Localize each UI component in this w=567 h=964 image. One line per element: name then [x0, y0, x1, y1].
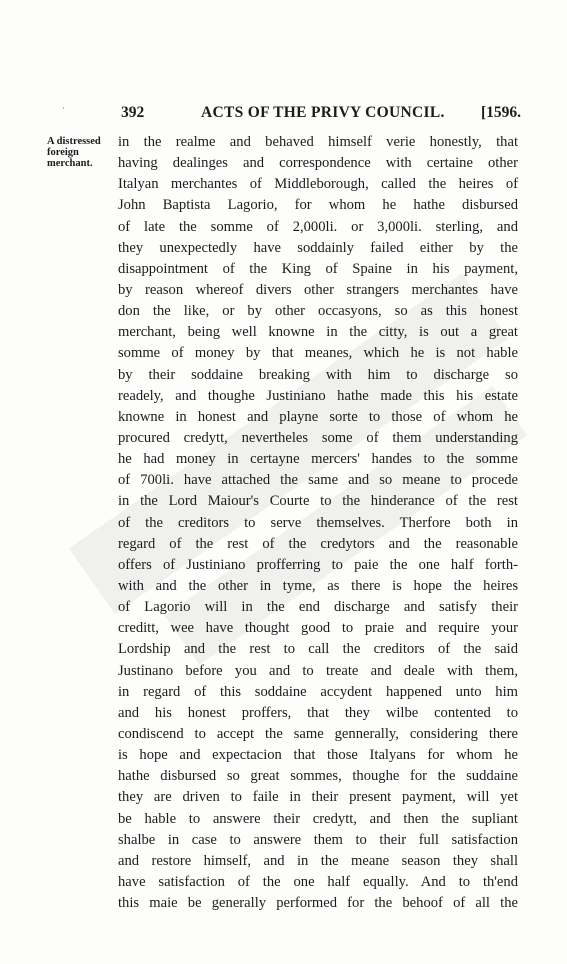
- text-line: they unexpectedly have soddainly failed either by the: [118, 239, 518, 256]
- text-line: of late the somme of 2,000li. or 3,000li. sterling, and: [118, 218, 518, 235]
- text-line: hathe disbursed so great sommes, thoughe for the suddaine: [118, 768, 518, 785]
- text-line: with and the other in tyme, as there is hope the heires: [118, 577, 518, 594]
- margin-mark: ·: [62, 103, 65, 113]
- text-line: of 700li. have attached the same and so meane to procede: [118, 472, 518, 489]
- page-number: 392: [121, 104, 145, 121]
- text-line: they are driven to faile in their present payment, will yet: [118, 789, 518, 806]
- text-line: and restore himself, and in the meane season they shall: [118, 852, 518, 869]
- text-line: and his honest proffers, that they wilbe contented to: [118, 704, 518, 721]
- text-line: disappointment of the King of Spaine in his payment,: [118, 260, 518, 277]
- text-line: in the realme and behaved himself verie honestly, that: [118, 134, 518, 150]
- running-year: [1596.: [480, 104, 521, 121]
- text-line: readely, and thoughe Justiniano hathe made this his estate: [118, 387, 518, 404]
- text-line: merchant, being well knowne in the citty, is out a great: [118, 324, 518, 341]
- text-line: don the like, or by other occasyons, so as this honest: [118, 303, 518, 320]
- text-line: in the Lord Maiour's Courte to the hinderance of the rest: [118, 493, 518, 510]
- text-line: this maie be generally performed for the behoof of all the: [118, 895, 518, 912]
- text-line: having dealinges and correspondence with certaine other: [118, 155, 518, 172]
- marginal-note-line: merchant.: [47, 158, 93, 169]
- text-line: regard of the rest of the credytors and the reasonable: [118, 535, 518, 552]
- marginal-note-line: foreign: [47, 147, 79, 158]
- text-line: in regard of this soddaine accydent happened unto him: [118, 683, 518, 700]
- text-line: knowne in honest and playne sorte to those of whom he: [118, 408, 518, 425]
- text-line: creditt, wee have thought good to praie and require your: [118, 620, 518, 637]
- running-header: [121, 104, 521, 126]
- text-line: of the creditors to serve themselves. Therfore both in: [118, 514, 518, 531]
- text-line: is hope and expectacion that those Italyans for whom he: [118, 747, 518, 764]
- text-line: by their soddaine breaking with him to discharge so: [118, 366, 518, 383]
- marginal-note: [47, 136, 117, 169]
- text-line: offers of Justiniano profferring to paie the one half forth-: [118, 556, 518, 573]
- text-line: have satisfaction of the one half equally. And to th'end: [118, 873, 518, 890]
- text-line: be hable to answere their credytt, and then the supliant: [118, 810, 518, 827]
- text-line: Italyan merchantes of Middleborough, called the heires of: [118, 176, 518, 193]
- text-line: condiscend to accept the same gennerally, considering there: [118, 725, 518, 742]
- text-line: procured credytt, nevertheles some of them understanding: [118, 429, 518, 446]
- text-line: somme of money by that meanes, which he is not hable: [118, 345, 518, 362]
- marginal-note-line: A distressed: [47, 136, 101, 147]
- text-line: by reason whereof divers other strangers merchantes have: [118, 281, 518, 298]
- text-line: Justinano before you and to treate and deale with them,: [118, 662, 518, 679]
- text-line: he had money in certayne mercers' handes to the somme: [118, 451, 518, 468]
- text-line: Lordship and the rest to call the creditors of the said: [118, 641, 518, 658]
- text-line: of Lagorio will in the end discharge and satisfy their: [118, 599, 518, 616]
- text-line: John Baptista Lagorio, for whom he hathe disbursed: [118, 197, 518, 214]
- text-line: shalbe in case to answere them to their full satisfaction: [118, 831, 518, 848]
- running-title: ACTS OF THE PRIVY COUNCIL.: [201, 104, 445, 121]
- body-text: [118, 132, 518, 914]
